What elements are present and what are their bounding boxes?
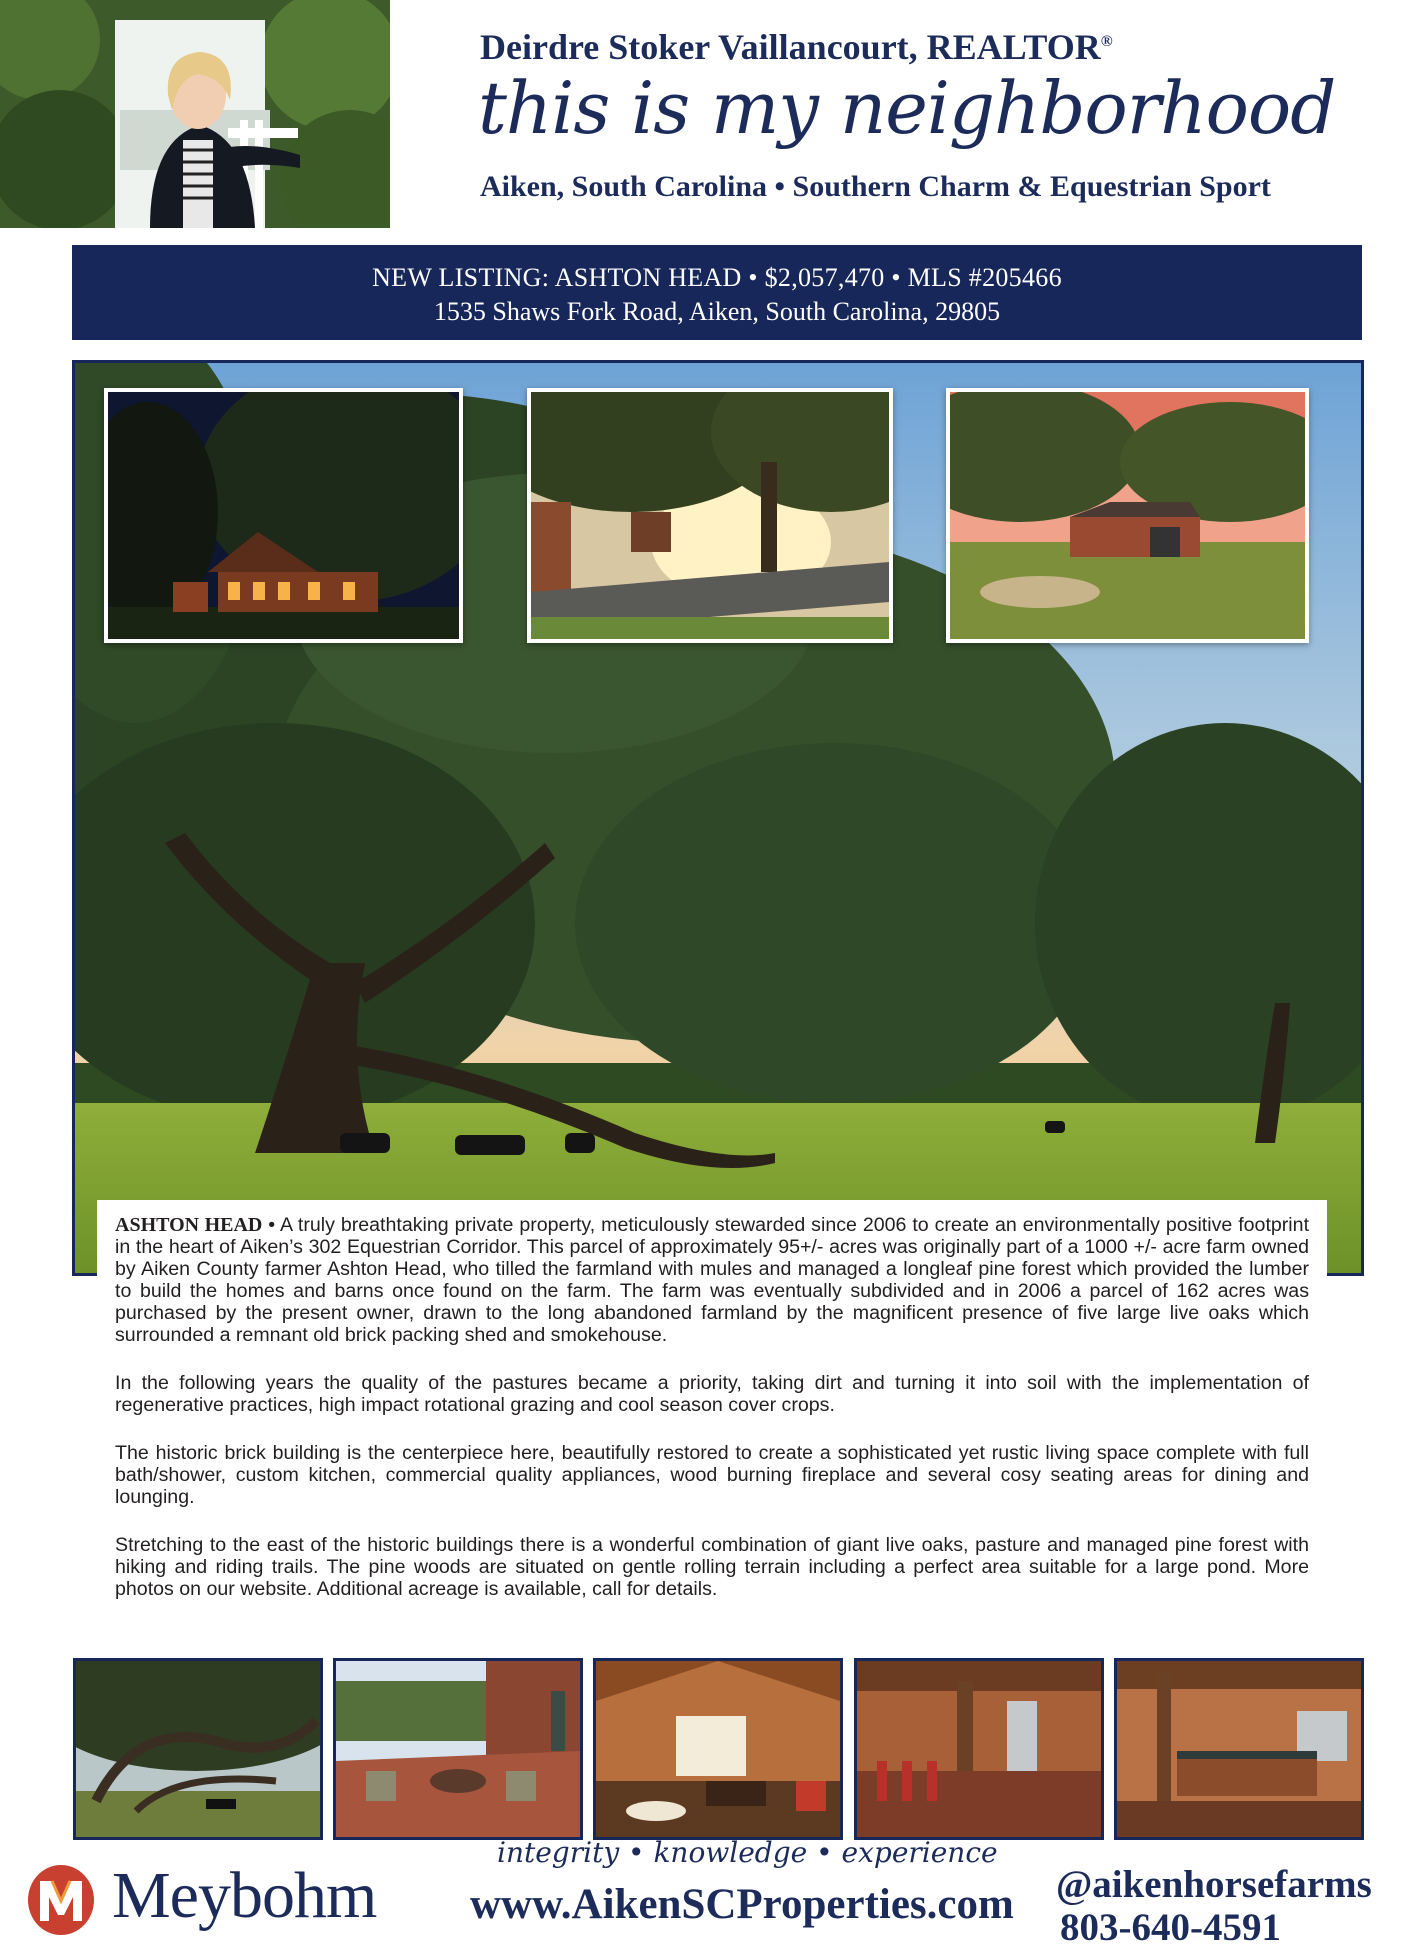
location-line: Aiken, South Carolina • Southern Charm & Equestrian Sport [480,170,1271,203]
website-link[interactable]: www.AikenSCProperties.com [470,1881,1014,1928]
description-paragraph-1 [115,1214,1309,1346]
thumbnail-kitchen-bar [854,1658,1104,1840]
thumbnail-courtyard-firepit [333,1658,583,1840]
listing-address: 1535 Shaws Fork Road, Aiken, South Carolina, 29805 [433,297,1001,326]
thumbnail-kitchen-island [1114,1658,1364,1840]
thumbnail-great-room [593,1658,843,1840]
agent-name: Deirdre Stoker Vaillancourt, REALTOR® [480,27,1113,67]
brand-name: Meybohm [112,1859,377,1932]
description-lead-title: ASHTON HEAD [115,1214,263,1236]
description-paragraph-3: The historic brick building is the centerpiece here, beautifully restored to create a sophisticated yet rustic living space complete with full bath/shower, custom kitchen, commercial quality appliances, wood burning fireplace and several cosy seating areas for dining and lounging. [115,1442,1309,1508]
registered-mark: ® [1100,33,1113,50]
hero-photo-live-oak [72,360,1364,1276]
motto: integrity • knowledge • experience [497,1836,998,1869]
thumbnail-oak-grove [73,1658,323,1840]
description-paragraph-2: In the following years the quality of the pastures became a priority, taking dirt and turning it into soil with the implementation of regenerative practices, high impact rotational grazing and cool season cover crops. [115,1372,1309,1416]
agent-photo [0,0,390,228]
property-description [97,1200,1327,1626]
listing-headline: NEW LISTING: ASHTON HEAD • $2,057,470 • MLS #205466 [372,263,1062,292]
inset-photo-patio-sunset [527,388,893,643]
meybohm-logo-icon [26,1863,96,1937]
listing-banner [72,245,1362,340]
social-handle[interactable]: @aikenhorsefarms [1056,1863,1372,1906]
description-paragraph-1-text: • A truly breathtaking private property, meticulously stewarded since 2006 to create an environmentally positive footprint in the heart of Aiken’s 302 Equestrian Corridor. This parcel of approximately 95+/- acres was originally part of a 1000 +/- acre farm owned by Aiken County farmer Ashton Head, who tilled the farmland with mules and managed a longleaf pine forest which provided the lumber to build the homes and barns once found on the farm. The farm was eventually subdivided and in 2006 a parcel of 162 acres was purchased by the present owner, drawn to the long abandoned farmland by the magnificent presence of five large live oaks which surrounded a remnant old brick packing shed and smokehouse. [115,1214,1310,1346]
inset-photo-brick-building [946,388,1309,643]
phone-number[interactable]: 803-640-4591 [1060,1906,1281,1949]
inset-photo-house-night [104,388,463,643]
description-paragraph-4: Stretching to the east of the historic buildings there is a wonderful combination of giant live oaks, pasture and managed pine forest with hiking and riding trails. The pine woods are situated on gentle rolling terrain including a perfect area suitable for a large pond. More photos on our website. Additional acreage is available, call for details. [115,1534,1309,1600]
tagline: this is my neighborhood [478,66,1336,150]
